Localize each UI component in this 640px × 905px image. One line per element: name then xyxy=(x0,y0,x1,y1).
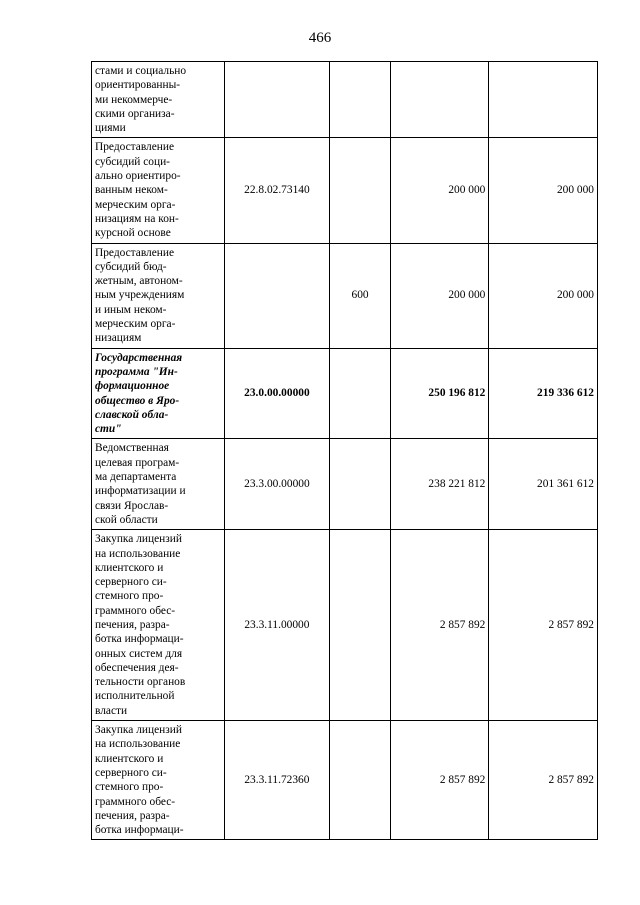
amount-year2-cell xyxy=(489,138,598,243)
row-name-text: Закупка лицензий на использование клиентского и серверного си- стемного про- граммного обес- печения, разра- ботка информаци- xyxy=(95,724,184,837)
amount-year2-cell xyxy=(489,721,598,840)
target-code-text: 23.3.11.00000 xyxy=(244,618,310,631)
amount-year1-text: 200 000 xyxy=(448,184,486,197)
row-name-cell xyxy=(92,138,225,243)
target-code-text: 23.3.11.72360 xyxy=(244,774,310,787)
table-row xyxy=(92,721,598,840)
amount-year1-cell xyxy=(391,243,489,348)
target-code-cell xyxy=(224,348,329,439)
budget-table-body xyxy=(92,62,598,840)
target-code-cell xyxy=(224,62,329,138)
budget-table xyxy=(91,61,598,840)
expense-type-cell xyxy=(329,62,390,138)
target-code-cell xyxy=(224,243,329,348)
amount-year1-text: 200 000 xyxy=(448,289,486,302)
amount-year1-text: 2 857 892 xyxy=(439,774,486,787)
amount-year1-cell xyxy=(391,348,489,439)
table-row xyxy=(92,439,598,530)
row-name-text: Государственная программа "Ин- формационное общество в Яро- славской обла- сти" xyxy=(95,351,183,436)
row-name-text: Закупка лицензий на использование клиентского и серверного си- стемного про- граммного обес- печения, разра- ботка информаци- онных систем для обеспечения дея- тельности органов исполнительной власти xyxy=(95,533,186,717)
target-code-cell xyxy=(224,439,329,530)
target-code-text: 23.3.00.00000 xyxy=(244,478,310,491)
amount-year2-cell xyxy=(489,530,598,721)
row-name-cell xyxy=(92,243,225,348)
amount-year2-cell xyxy=(489,439,598,530)
amount-year2-text: 2 857 892 xyxy=(548,618,594,631)
amount-year2-text: 200 000 xyxy=(556,184,594,197)
amount-year1-cell xyxy=(391,138,489,243)
row-name-text: Ведомственная целевая програм- ма департамента информатизации и связи Ярослав- ской области xyxy=(95,442,186,526)
table-row xyxy=(92,62,598,138)
amount-year2-text: 219 336 612 xyxy=(537,387,594,400)
row-name-cell xyxy=(92,439,225,530)
amount-year1-cell xyxy=(391,62,489,138)
amount-year2-text: 200 000 xyxy=(556,289,594,302)
target-code-text: 23.0.00.00000 xyxy=(244,387,310,400)
amount-year2-cell xyxy=(489,243,598,348)
amount-year1-cell xyxy=(391,721,489,840)
amount-year1-text: 238 221 812 xyxy=(428,478,486,491)
target-code-cell xyxy=(224,721,329,840)
row-name-text: Предоставление субсидий соци- ально ориентиро- ванным неком- мерческим орга- низациям на кон- курсной основе xyxy=(95,141,181,240)
amount-year2-cell xyxy=(489,348,598,439)
row-name-cell xyxy=(92,530,225,721)
row-name-cell xyxy=(92,62,225,138)
amount-year2-text: 2 857 892 xyxy=(548,774,594,787)
target-code-cell xyxy=(224,138,329,243)
row-name-text: стами и социально ориентированны- ми некоммерче- скими организа- циями xyxy=(95,65,187,135)
amount-year1-text: 250 196 812 xyxy=(428,387,486,400)
target-code-cell xyxy=(224,530,329,721)
expense-type-cell xyxy=(329,138,390,243)
amount-year1-text: 2 857 892 xyxy=(439,618,486,631)
expense-type-text: 600 xyxy=(351,289,369,302)
row-name-cell xyxy=(92,348,225,439)
expense-type-cell xyxy=(329,721,390,840)
table-row xyxy=(92,530,598,721)
row-name-text: Предоставление субсидий бюд- жетным, автоном- ным учреждениям и иным неком- мерческим орга- низациям xyxy=(95,246,185,345)
expense-type-cell xyxy=(329,348,390,439)
expense-type-cell xyxy=(329,439,390,530)
row-name-cell xyxy=(92,721,225,840)
table-row xyxy=(92,348,598,439)
expense-type-cell xyxy=(329,243,390,348)
amount-year2-text: 201 361 612 xyxy=(537,478,594,491)
target-code-text: 22.8.02.73140 xyxy=(244,184,310,197)
amount-year2-cell xyxy=(489,62,598,138)
table-row xyxy=(92,138,598,243)
page-number: 466 xyxy=(308,30,332,46)
table-row xyxy=(92,243,598,348)
expense-type-cell xyxy=(329,530,390,721)
amount-year1-cell xyxy=(391,439,489,530)
amount-year1-cell xyxy=(391,530,489,721)
